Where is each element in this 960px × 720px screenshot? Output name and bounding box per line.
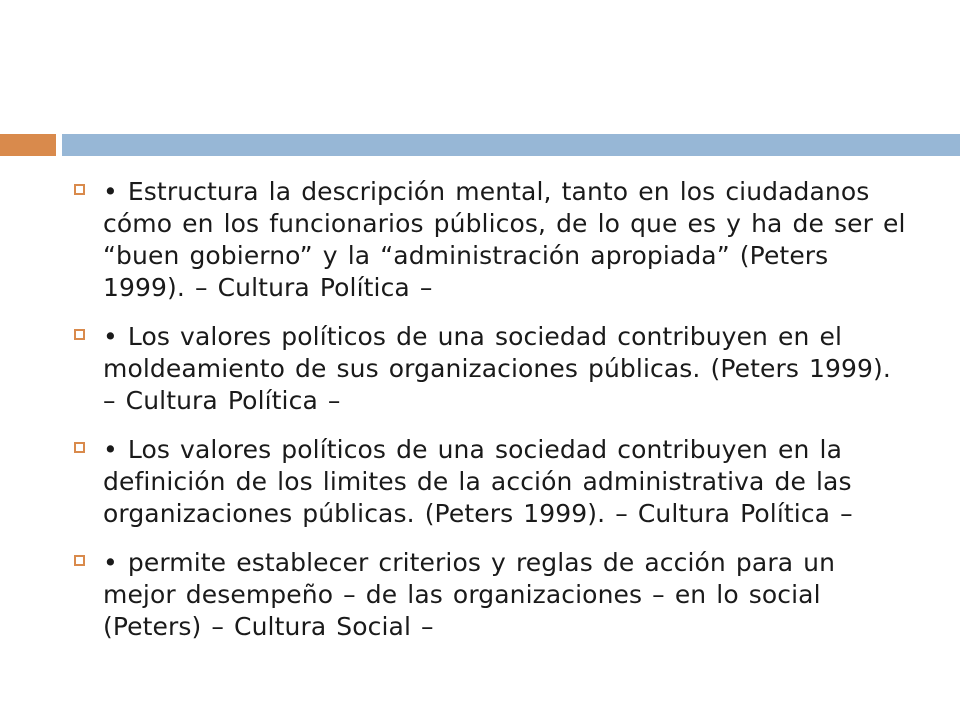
- bullet-item: [72, 547, 912, 643]
- accent-bar-blue: [62, 134, 960, 156]
- square-bullet-icon: [72, 434, 103, 453]
- bullet-item: [72, 434, 912, 530]
- square-bullet-icon: [72, 547, 103, 566]
- bullet-text: • Los valores políticos de una sociedad contribuyen en el moldeamiento de sus organizaciones públicas. (Peters 1999). – Cultura Política –: [103, 322, 891, 415]
- bullet-text: • permite establecer criterios y reglas de acción para un mejor desempeño – de las organizaciones – en lo social (Peters) – Cultura Social –: [103, 548, 836, 641]
- bullet-item: [72, 321, 912, 417]
- square-bullet-icon: [72, 321, 103, 340]
- accent-bar-orange: [0, 134, 56, 156]
- bullet-text: • Estructura la descripción mental, tanto en los ciudadanos cómo en los funcionarios públicos, de lo que es y ha de ser el “buen gobierno” y la “administración apropiada” (Peters 1999). – Cultura Política –: [103, 177, 906, 302]
- slide-content: [72, 176, 912, 660]
- bullet-text: • Los valores políticos de una sociedad contribuyen en la definición de los limites de la acción administrativa de las organizaciones públicas. (Peters 1999). – Cultura Política –: [103, 435, 853, 528]
- square-bullet-icon: [72, 176, 103, 195]
- bullet-item: [72, 176, 912, 304]
